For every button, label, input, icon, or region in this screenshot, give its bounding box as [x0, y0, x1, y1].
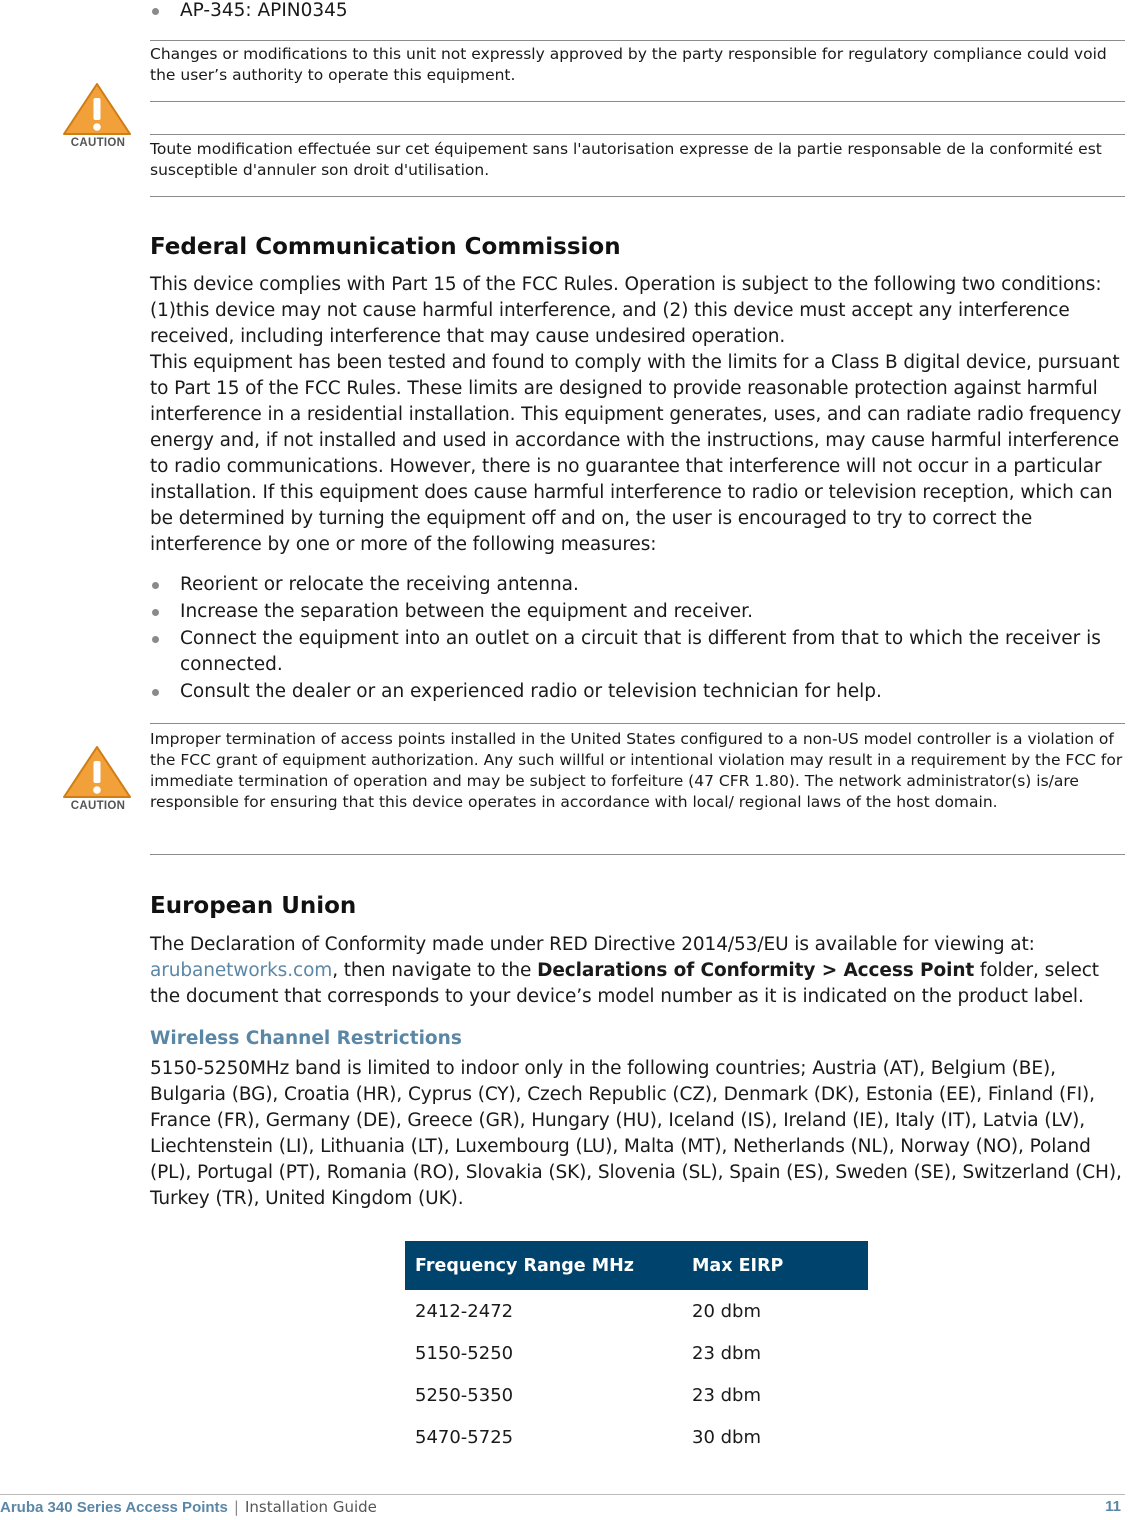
section-heading-wireless: Wireless Channel Restrictions: [150, 1028, 462, 1049]
caution-block: [62, 82, 134, 149]
fcc-paragraph-1: This device complies with Part 15 of the FCC Rules. Operation is subject to the following two conditions: (1)this device may not cause harmful interference, and (2) this device must accept any interference received, including interference that may cause undesired operation.: [150, 274, 1102, 347]
caution-icon: [62, 82, 132, 136]
list-item: [150, 599, 1125, 625]
list-item: [150, 679, 1125, 705]
caution-label: CAUTION: [70, 137, 126, 149]
table-header-row: [405, 1241, 868, 1290]
bullet-text: Connect the equipment into an outlet on a circuit that is different from that to which the receiver is connected.: [180, 628, 1101, 675]
table-cell: 5250-5350: [415, 1384, 514, 1406]
top-bullet-text: AP-345: APIN0345: [180, 0, 348, 21]
section-heading-fcc: Federal Communication Commission: [150, 234, 621, 260]
eu-paragraph: [150, 932, 1125, 1010]
table-cell: 2412-2472: [415, 1300, 514, 1322]
table-row: [405, 1416, 868, 1458]
caution-text-fr: Toute modification effectuée sur cet équipement sans l'autorisation expresse de la partie responsable de la conformité est susceptible d'annuler son droit d'utilisation.: [150, 140, 1102, 179]
eu-text-2: , then navigate to the: [332, 960, 538, 981]
table-cell: 23 dbm: [692, 1384, 762, 1406]
table-row: [405, 1290, 868, 1332]
page-number: 11: [1105, 1498, 1121, 1515]
table-cell: 23 dbm: [692, 1342, 762, 1364]
list-item: [150, 572, 1125, 598]
eu-text-1: The Declaration of Conformity made under RED Directive 2014/53/EU is available for viewing at:: [150, 934, 1035, 955]
bullet-text: Increase the separation between the equipment and receiver.: [180, 601, 753, 622]
eirp-table: [405, 1241, 868, 1458]
caution-text-fcc: Improper termination of access points installed in the United States configured to a non-US model controller is a violation of the FCC grant of equipment authorization. Any such willful or intentional violation may result in a requirement by the FCC for immediate termination of operation and may be subject to forfeiture (47 CFR 1.80). The network administrator(s) is/are responsible for ensuring that this device operates in accordance with local/ regional laws of the host domain.: [150, 730, 1123, 811]
table-cell: 5470-5725: [415, 1426, 514, 1448]
page-footer: [0, 1494, 1125, 1520]
footer-product-title: Aruba 340 Series Access Points: [0, 1499, 228, 1516]
table-row: [405, 1374, 868, 1416]
list-item: [150, 0, 348, 24]
divider: [150, 723, 1125, 724]
footer-guide-title: Installation Guide: [244, 1498, 377, 1516]
column-header: Max EIRP: [682, 1241, 868, 1290]
eu-bold-path: Declarations of Conformity > Access Point: [537, 960, 975, 981]
bullet-text: Reorient or relocate the receiving antenna.: [180, 574, 579, 595]
eu-text-3: folder, select the document that corresponds to your device’s model number as it is indicated on the product label.: [150, 960, 1099, 1007]
table-cell: 5150-5250: [415, 1342, 514, 1364]
table-cell: 20 dbm: [692, 1300, 762, 1322]
divider: [150, 196, 1125, 197]
column-header: Frequency Range MHz: [405, 1241, 682, 1290]
caution-icon: [62, 745, 132, 799]
bullet-text: Consult the dealer or an experienced radio or television technician for help.: [180, 681, 882, 702]
arubanetworks-link[interactable]: arubanetworks.com: [150, 960, 333, 981]
fcc-paragraph-2: This equipment has been tested and found to comply with the limits for a Class B digital device, pursuant to Part 15 of the FCC Rules. These limits are designed to provide reasonable protection against harmful interference in a residential installation. This equipment generates, uses, and can radiate radio frequency energy and, if not installed and used in accordance with the instructions, may cause harmful interference to radio communications. However, there is no guarantee that interference will not occur in a particular installation. If this equipment does cause harmful interference to radio or television reception, which can be determined by turning the equipment off and on, the user is encouraged to try to correct the interference by one or more of the following measures:: [150, 352, 1122, 555]
table-row: [405, 1332, 868, 1374]
divider: [150, 134, 1125, 135]
footer-separator: |: [233, 1498, 239, 1516]
caution-block: [62, 745, 134, 812]
wireless-paragraph: 5150-5250MHz band is limited to indoor only in the following countries; Austria (AT), Belgium (BE), Bulgaria (BG), Croatia (HR), Cyprus (CY), Czech Republic (CZ), Denmark (DK), Estonia (EE), Finland (FI), France (FR), Germany (DE), Greece (GR), Hungary (HU), Iceland (IS), Ireland (IE), Italy (IT), Latvia (LV), Liechtenstein (LI), Lithuania (LT), Luxembourg (LU), Malta (MT), Netherlands (NL), Norway (NO), Poland (PL), Portugal (PT), Romania (RO), Slovakia (SK), Slovenia (SL), Spain (ES), Sweden (SE), Switzerland (CH), Turkey (TR), United Kingdom (UK).: [150, 1058, 1122, 1209]
divider: [150, 854, 1125, 855]
caution-text-en: Changes or modifications to this unit not expressly approved by the party responsible for regulatory compliance could void the user’s authority to operate this equipment.: [150, 45, 1107, 84]
table-cell: 30 dbm: [692, 1426, 762, 1448]
divider: [150, 101, 1125, 102]
divider: [150, 40, 1125, 41]
list-item: [150, 626, 1125, 678]
caution-label: CAUTION: [70, 800, 126, 812]
section-heading-eu: European Union: [150, 893, 357, 919]
